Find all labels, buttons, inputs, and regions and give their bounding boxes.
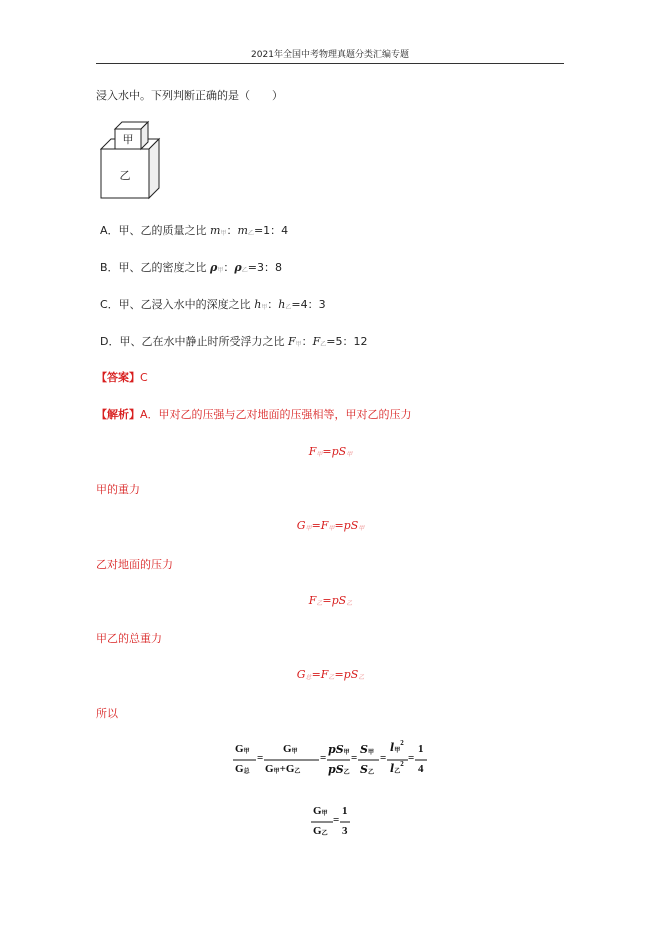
equation-1: F甲=pS甲 xyxy=(308,445,353,458)
question-stem: 浸入水中。下列判断正确的是（ ） xyxy=(96,89,283,102)
frac4-denominator: S乙 xyxy=(360,763,374,776)
frac5-numerator: l甲$^2$ xyxy=(390,739,404,754)
analysis-intro: 【解析】A．甲对乙的压强与乙对地面的压强相等，甲对乙的压力 xyxy=(96,408,412,421)
option-c: C．甲、乙浸入水中的深度之比 h甲：h乙=4：3 xyxy=(100,298,326,311)
answer-value: C xyxy=(140,371,148,384)
analysis-line-4: 甲乙的总重力 xyxy=(96,632,162,645)
frac4-numerator: S甲 xyxy=(360,743,374,756)
frac6-denominator: 4 xyxy=(418,763,424,775)
analysis-line-3: 乙对地面的压力 xyxy=(96,558,173,571)
frac2-denominator: G甲+G乙 xyxy=(265,763,301,775)
option-d: D．甲、乙在水中静止时所受浮力之比 F甲：F乙=5：12 xyxy=(100,335,368,348)
frac3-denominator: pS乙 xyxy=(328,763,350,776)
block-yi-side-face xyxy=(149,139,159,198)
block-yi-label: 乙 xyxy=(119,169,131,182)
answer-line xyxy=(96,369,148,385)
option-a: A．甲、乙的质量之比 m甲：m乙=1：4 xyxy=(100,224,289,237)
option-b: B．甲、乙的密度之比 ρ甲：ρ乙=3：8 xyxy=(100,261,282,274)
eq-sign-1: = xyxy=(257,752,264,764)
result-value-denominator: 3 xyxy=(342,825,348,837)
answer-label: 【答案】 xyxy=(96,371,140,384)
analysis-line-5: 所以 xyxy=(96,707,118,720)
formula-ratio-chain xyxy=(0,738,661,786)
formula-result xyxy=(0,804,661,844)
eq-sign-3: = xyxy=(351,752,358,764)
eq-sign-2: = xyxy=(320,752,327,764)
equation-3: F乙=pS乙 xyxy=(308,594,353,607)
fraction-bars-2 xyxy=(0,804,661,844)
block-jia-label: 甲 xyxy=(122,133,134,146)
page-header: 2021年全国中考物理真题分类汇编专题 xyxy=(251,50,409,60)
frac6-numerator: 1 xyxy=(418,743,424,755)
result-numerator: G甲 xyxy=(313,805,328,817)
result-eq-sign: = xyxy=(333,814,340,826)
equation-4: G总=F乙=pS乙 xyxy=(296,668,365,681)
result-value-numerator: 1 xyxy=(342,805,348,817)
analysis-label: 【解析】 xyxy=(96,408,140,421)
frac5-denominator: l乙$^2$ xyxy=(390,760,404,775)
equation-2: G甲=F甲=pS甲 xyxy=(296,519,365,532)
frac1-denominator: G总 xyxy=(235,763,250,775)
frac3-numerator: pS甲 xyxy=(328,743,350,756)
frac2-numerator: G甲 xyxy=(283,743,298,755)
eq-sign-5: = xyxy=(408,752,415,764)
header-divider xyxy=(96,63,564,64)
analysis-line-2: 甲的重力 xyxy=(96,483,140,496)
result-denominator: G乙 xyxy=(313,825,328,837)
block-figure xyxy=(100,119,164,203)
frac1-numerator: G甲 xyxy=(235,743,250,755)
eq-sign-4: = xyxy=(380,752,387,764)
